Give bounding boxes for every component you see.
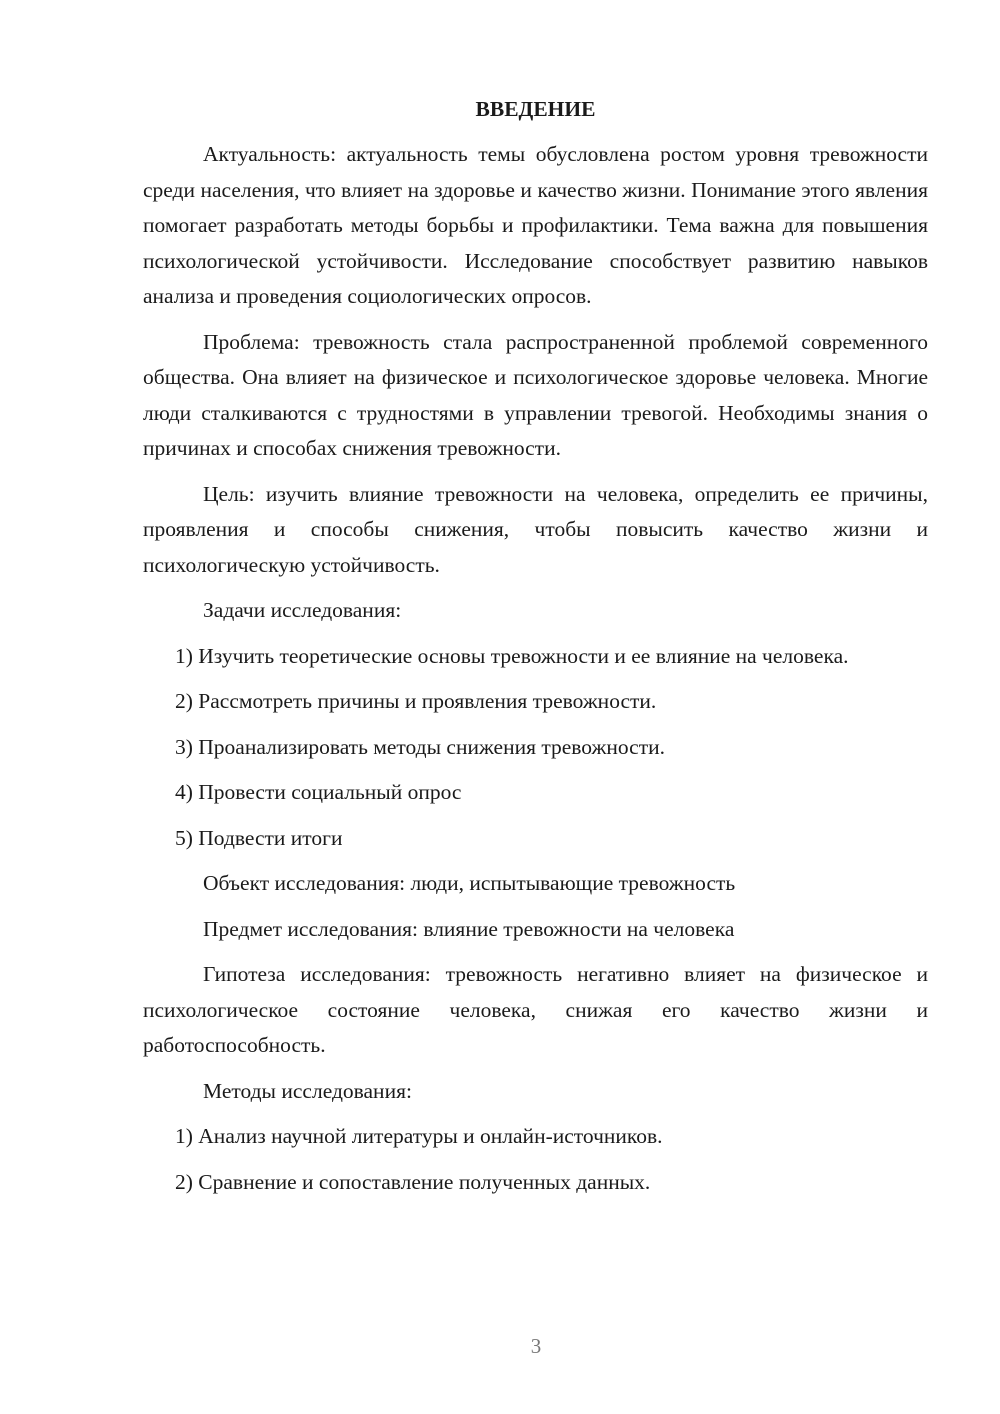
tasks-heading: Задачи исследования: <box>203 598 402 622</box>
task-item: 1) Изучить теоретические основы тревожности и ее влияние на человека. <box>175 643 849 668</box>
method-item: 1) Анализ научной литературы и онлайн-источников. <box>175 1124 663 1148</box>
task-item: 2) Рассмотреть причины и проявления тревожности. <box>175 689 657 713</box>
relevance-paragraph: Актуальность: актуальность темы обусловлена ростом уровня тревожности среди населения, что влияет на здоровье и качество жизни. Понимание этого явления помогает разработать методы борьбы и профилактики. Тема важна для повышения психологической устойчивости. Исследование способствует развитию навыков анализа и проведения социологических опросов. <box>143 142 928 308</box>
page-number: 3 <box>530 1334 542 1358</box>
subject-paragraph: Предмет исследования: влияние тревожности на человека <box>203 916 735 941</box>
object-paragraph: Объект исследования: люди, испытывающие тревожность <box>203 871 736 895</box>
method-item: 2) Сравнение и сопоставление полученных данных. <box>175 1169 651 1194</box>
hypothesis-paragraph: Гипотеза исследования: тревожность негативно влияет на физическое и психологическое состояние человека, снижая его качество жизни и работоспособность. <box>143 962 928 1057</box>
problem-paragraph: Проблема: тревожность стала распространенной проблемой современного общества. Она влияет на физическое и психологическое здоровье человека. Многие люди сталкиваются с трудностями в управлении тревогой. Необходимы знания о причинах и способах снижения тревожности. <box>143 329 928 460</box>
task-item: 3) Проанализировать методы снижения тревожности. <box>175 734 665 759</box>
task-item: 4) Провести социальный опрос <box>175 780 462 804</box>
goal-paragraph: Цель: изучить влияние тревожности на человека, определить ее причины, проявления и способы снижения, чтобы повысить качество жизни и психологическую устойчивость. <box>143 481 928 577</box>
section-title: ВВЕДЕНИЕ <box>475 97 596 121</box>
task-item: 5) Подвести итоги <box>175 825 343 850</box>
document-page <box>143 92 928 1210</box>
methods-heading: Методы исследования: <box>203 1078 412 1103</box>
